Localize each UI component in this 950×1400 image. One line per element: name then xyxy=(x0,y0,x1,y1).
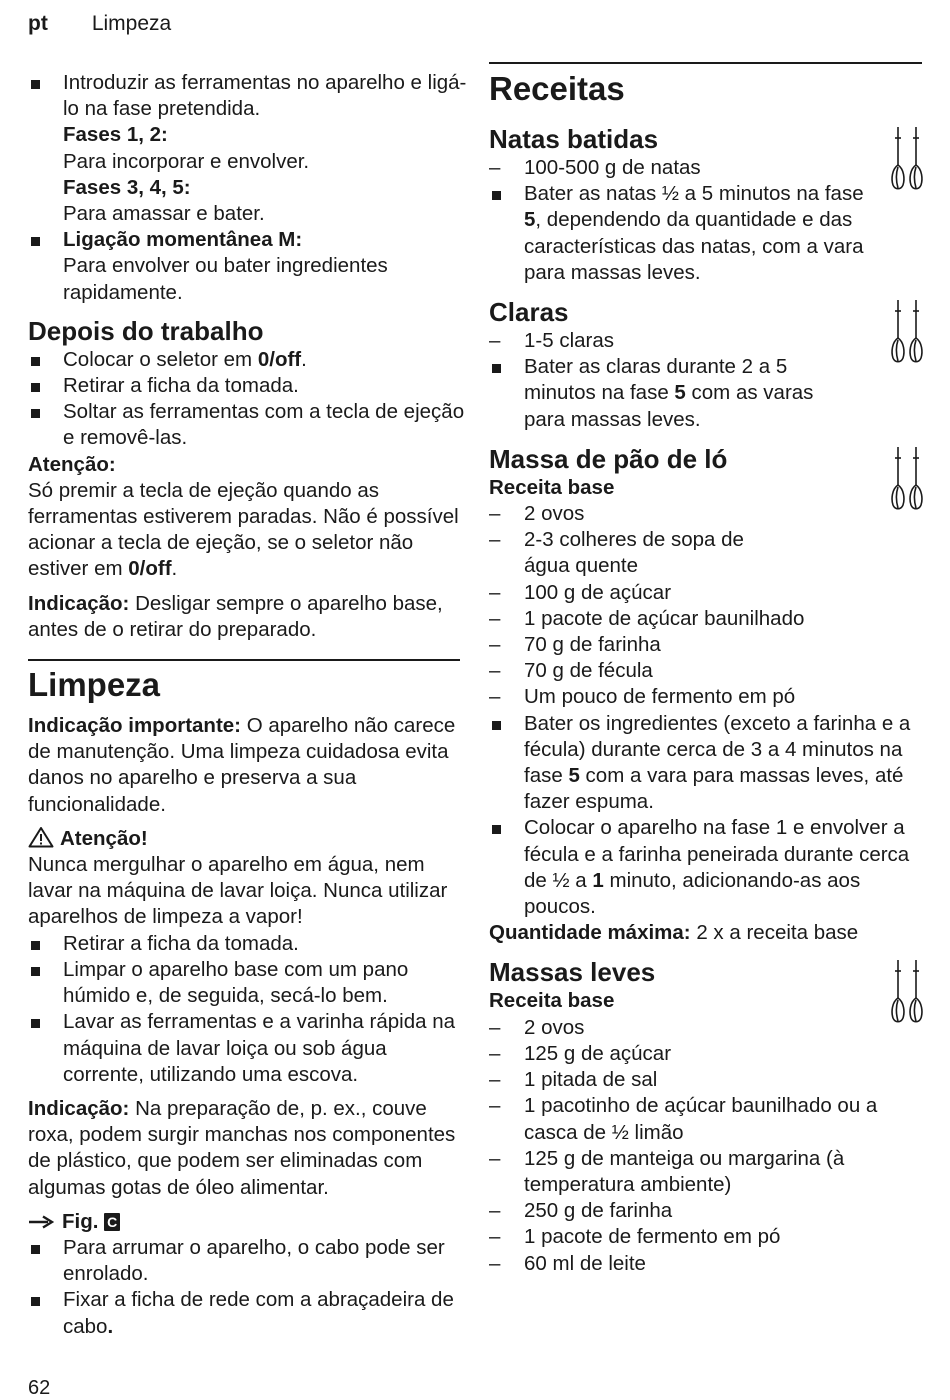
figure-letter: C xyxy=(104,1213,120,1231)
indicacao2-paragraph: Indicação: Na preparação de, p. ex., couve roxa, podem surgir manchas nos componentes de plástico, que podem ser eliminadas com algumas gotas de óleo alimentar. xyxy=(28,1096,456,1199)
page-header xyxy=(28,12,171,36)
list-item: Para arrumar o aparelho, o cabo pode ser enrolado. xyxy=(63,1235,445,1286)
list-item: 125 g de manteiga ou margarina (à temperatura ambiente) xyxy=(524,1146,845,1196)
list-item: 70 g de fécula xyxy=(524,659,653,683)
max-quantity: Quantidade máxima: 2 x a receita base xyxy=(489,921,859,945)
right-column xyxy=(489,62,925,1277)
warning-heading xyxy=(28,826,468,852)
list-item: 2 ovos xyxy=(524,1015,585,1039)
heading-claras: Claras xyxy=(489,297,569,328)
section-divider xyxy=(489,62,922,64)
left-column xyxy=(28,70,468,1340)
list-item: 100-500 g de natas xyxy=(524,156,701,179)
momentanea-text: Para envolver ou bater ingredientes rapidamente. xyxy=(63,254,388,304)
heading-massas-leves: Massas leves xyxy=(489,957,656,988)
list-item: Colocar o seletor em 0/off. xyxy=(63,347,307,371)
fases345-label: Fases 3, 4, 5: xyxy=(63,175,191,199)
list-item: 2 ovos xyxy=(524,502,585,526)
list-item: Soltar as ferramentas com a tecla de ejeção e removê-las. xyxy=(63,400,465,450)
heading-receitas: Receitas xyxy=(489,70,625,107)
list-item: 1-5 claras xyxy=(524,329,615,353)
heading-pao-de-lo: Massa de pão de ló xyxy=(489,443,728,474)
fases345-text: Para amassar e bater. xyxy=(63,202,265,226)
list-item: Lavar as ferramentas e a varinha rápida na máquina de lavar loiça ou sob água corrente, utilizando uma escova. xyxy=(63,1010,456,1086)
warning-triangle-icon xyxy=(28,826,54,848)
language-code: pt xyxy=(28,12,48,35)
list-item: 70 g de farinha xyxy=(524,633,661,657)
arrow-right-icon xyxy=(28,1215,54,1229)
subheading-receita-base: Receita base xyxy=(489,989,615,1013)
recipe-claras xyxy=(489,296,925,433)
recipe-natas xyxy=(489,123,925,286)
list-item: Bater as natas ½ a 5 minutos na fase 5, dependendo da quantidade e das características das natas, com a vara para massas leves. xyxy=(524,182,864,284)
fases12-text: Para incorporar e envolver. xyxy=(63,149,310,173)
list-item: Limpar o aparelho base com um pano húmido e, de seguida, secá-lo bem. xyxy=(63,957,409,1008)
list-item xyxy=(28,227,468,306)
figure-label: Fig. xyxy=(62,1209,99,1233)
momentanea-label: Ligação momentânea M: xyxy=(63,228,303,252)
section-name: Limpeza xyxy=(91,12,172,35)
indicacao-paragraph: Indicação: Desligar sempre o aparelho base, antes de o retirar do preparado. xyxy=(28,591,443,641)
list-item: Bater as claras durante 2 a 5 minutos na fase 5 com as varas para massas leves. xyxy=(524,355,814,431)
warning-label: Atenção! xyxy=(60,826,148,850)
heading-limpeza: Limpeza xyxy=(28,666,161,704)
list-item: Retirar a ficha da tomada. xyxy=(63,374,299,398)
list-item: 1 pacotinho de açúcar baunilhado ou a casca de ½ limão xyxy=(524,1094,878,1144)
atencao-text: Só premir a tecla de ejeção quando as ferramentas estiverem paradas. Não é possível acionar a tecla de ejeção, se o seletor não estiver em 0/off. xyxy=(28,478,459,581)
fases12-label: Fases 1, 2: xyxy=(63,123,168,147)
list-item: 1 pitada de sal xyxy=(524,1068,658,1092)
recipe-massas-leves xyxy=(489,956,925,1276)
importante-paragraph: Indicação importante: O aparelho não carece de manutenção. Uma limpeza cuidadosa evita danos no aparelho e preserva a sua funcionalidade. xyxy=(28,714,456,816)
list-item: Retirar a ficha da tomada. xyxy=(63,931,299,955)
list-item: Fixar a ficha de rede com a abraçadeira de cabo. xyxy=(63,1288,454,1338)
warning-text: Nunca mergulhar o aparelho em água, nem lavar na máquina de lavar loiça. Nunca utilizar aparelhos de limpeza a vapor! xyxy=(28,853,448,929)
list-item: Um pouco de fermento em pó xyxy=(524,685,796,709)
figure-reference xyxy=(28,1209,468,1235)
list-item: 1 pacote de açúcar baunilhado xyxy=(524,606,805,630)
list-item: 60 ml de leite xyxy=(524,1251,646,1275)
list-item: 250 g de farinha xyxy=(524,1199,673,1223)
usage-text: Introduzir as ferramentas no aparelho e ligá-lo na fase pretendida. xyxy=(63,71,467,121)
section-divider xyxy=(28,659,460,661)
atencao-label: Atenção: xyxy=(28,452,116,476)
list-item: 2-3 colheres de sopa de água quente xyxy=(524,528,744,578)
list-item: 100 g de açúcar xyxy=(524,580,672,604)
list-item: 1 pacote de fermento em pó xyxy=(524,1225,781,1249)
subheading-receita-base: Receita base xyxy=(489,475,615,499)
heading-natas: Natas batidas xyxy=(489,124,659,154)
list-item: Bater os ingredientes (exceto a farinha e a fécula) durante cerca de 3 a 4 minutos na fase 5 com a vara para massas leves, até fazer espuma. xyxy=(524,711,911,814)
page-number: 62 xyxy=(28,1377,51,1399)
list-item: 125 g de açúcar xyxy=(524,1041,672,1065)
list-item: Colocar o aparelho na fase 1 e envolver a fécula e a farinha peneirada durante cerca de ½ a 1 minuto, adicionando-as aos poucos. xyxy=(524,816,910,919)
heading-depois-trabalho: Depois do trabalho xyxy=(28,315,264,346)
list-item xyxy=(28,70,468,227)
recipe-pao-de-lo xyxy=(489,443,925,947)
